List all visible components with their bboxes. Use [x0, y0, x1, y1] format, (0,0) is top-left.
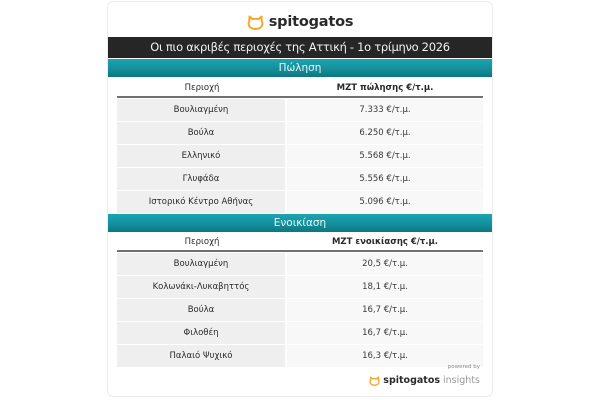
footer-branding — [369, 364, 480, 390]
rent-cell: 20,5 €/τ.μ. — [287, 253, 483, 275]
area-cell: Βούλα — [117, 122, 287, 144]
cat-head-icon — [247, 15, 264, 30]
area-cell: Παλαιό Ψυχικό — [117, 345, 287, 367]
price-cell: 5.568 €/τ.μ. — [287, 145, 483, 167]
area-cell: Ιστορικό Κέντρο Αθήνας — [117, 191, 287, 213]
table-row — [117, 98, 483, 121]
footer-brand-name: spitogatos — [383, 375, 441, 386]
column-header-price: ΜΖΤ πώλησης €/τ.μ. — [336, 83, 434, 93]
price-cell: 5.556 €/τ.μ. — [287, 168, 483, 190]
infographic-card — [107, 1, 493, 397]
table-row — [117, 252, 483, 275]
table-row — [117, 144, 483, 167]
table-row — [117, 121, 483, 144]
brand-logo — [108, 8, 492, 36]
price-cell: 5.096 €/τ.μ. — [287, 191, 483, 213]
area-cell: Ελληνικό — [117, 145, 287, 167]
price-cell: 7.333 €/τ.μ. — [287, 99, 483, 121]
column-header-area: Περιοχή — [184, 83, 220, 93]
area-cell: Βουλιαγμένη — [117, 99, 287, 121]
footer-brand-sub: insights — [443, 375, 480, 386]
table-row — [117, 190, 483, 213]
area-cell: Βουλιαγμένη — [117, 253, 287, 275]
column-header-rent: ΜΖΤ ενοικίασης €/τ.μ. — [331, 237, 439, 247]
rent-cell: 16,3 €/τ.μ. — [287, 345, 483, 367]
price-cell: 6.250 €/τ.μ. — [287, 122, 483, 144]
area-cell: Φιλοθέη — [117, 322, 287, 344]
rent-cell: 16,7 €/τ.μ. — [287, 299, 483, 321]
table-header — [117, 78, 483, 98]
section-header-sale: Πώληση — [108, 59, 492, 77]
rent-table — [117, 232, 483, 367]
table-row — [117, 321, 483, 344]
sale-table — [117, 78, 483, 213]
area-cell: Βούλα — [117, 299, 287, 321]
area-cell: Γλυφάδα — [117, 168, 287, 190]
column-header-area: Περιοχή — [184, 237, 220, 247]
table-row — [117, 167, 483, 190]
powered-by-label: powered by — [447, 364, 480, 370]
table-row — [117, 298, 483, 321]
rent-cell: 16,7 €/τ.μ. — [287, 322, 483, 344]
footer-logo — [369, 371, 480, 390]
area-cell: Κολωνάκι-Λυκαβηττός — [117, 276, 287, 298]
table-row — [117, 275, 483, 298]
page-title: Οι πιο ακριβές περιοχές της Αττική - 1ο τρίμηνο 2026 — [108, 37, 492, 58]
section-header-rent: Ενοικίαση — [108, 214, 492, 232]
brand-name: spitogatos — [268, 14, 354, 30]
rent-cell: 18,1 €/τ.μ. — [287, 276, 483, 298]
table-header — [117, 232, 483, 252]
cat-head-icon — [369, 371, 380, 390]
